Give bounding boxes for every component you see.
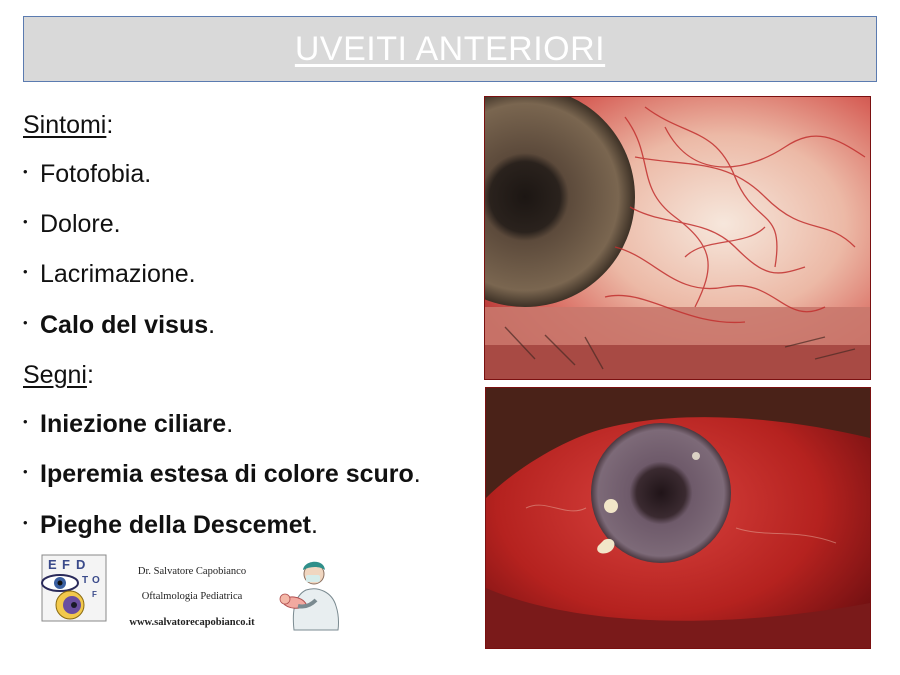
doctor-illustration-icon <box>272 552 344 632</box>
bullet-dot-icon: • <box>23 164 28 179</box>
bullet-dot-icon: • <box>23 414 28 429</box>
symptoms-heading-label: Sintomi <box>23 111 107 139</box>
bullet-dot-icon: • <box>23 264 28 279</box>
signs-heading: Segni: <box>23 361 94 389</box>
slide-title: UVEITI ANTERIORI <box>294 29 606 68</box>
credit-name: Dr. Salvatore Capobianco <box>137 566 247 577</box>
list-item: • Fotofobia. <box>23 160 152 188</box>
symptoms-heading: Sintomi: <box>23 111 114 139</box>
list-item: • Iperemia estesa di colore scuro. <box>23 460 421 488</box>
eye-photo-ciliary-injection <box>484 96 871 380</box>
svg-text:F: F <box>62 557 70 572</box>
svg-text:E: E <box>48 557 57 572</box>
bullet-dot-icon: • <box>23 214 28 229</box>
eye-photo-hyperemia <box>485 387 871 649</box>
list-item: • Pieghe della Descemet. <box>23 511 318 539</box>
svg-text:F: F <box>92 590 97 599</box>
svg-text:O: O <box>92 575 100 586</box>
list-item: • Iniezione ciliare. <box>23 410 234 438</box>
svg-text:T: T <box>82 575 89 586</box>
svg-text:D: D <box>76 557 86 572</box>
list-item: • Dolore. <box>23 210 121 238</box>
list-item: • Calo del visus. <box>23 311 216 339</box>
bullet-dot-icon: • <box>23 315 28 330</box>
eye-chart-logo-icon <box>38 553 110 625</box>
credit-specialty: Oftalmologia Pediatrica <box>141 591 243 602</box>
list-item: • Lacrimazione. <box>23 260 196 288</box>
signs-heading-label: Segni <box>23 361 87 389</box>
bullet-dot-icon: • <box>23 464 28 479</box>
bullet-dot-icon: • <box>23 515 28 530</box>
credit-website[interactable]: www.salvatorecapobianco.it <box>129 617 255 628</box>
title-bar <box>23 16 877 82</box>
